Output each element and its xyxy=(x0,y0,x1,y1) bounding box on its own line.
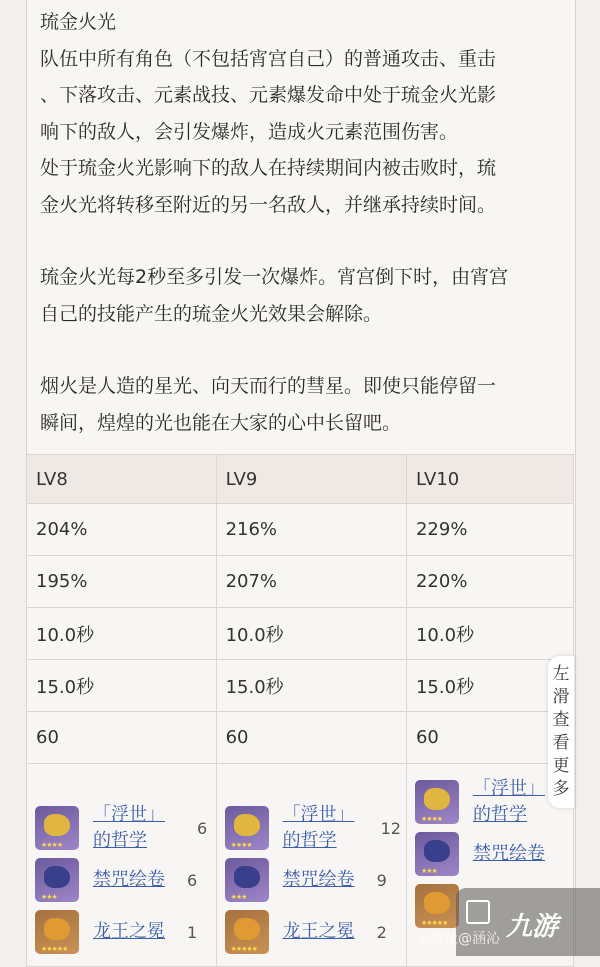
material-link[interactable]: 龙王之冕 xyxy=(93,921,165,942)
header-lv10: LV10 xyxy=(406,455,573,504)
table-cell: 15.0秒 xyxy=(216,660,406,712)
table-row xyxy=(27,556,574,608)
table-cell: 229% xyxy=(406,504,573,556)
table-cell: 10.0秒 xyxy=(406,608,573,660)
scroll-more-hint[interactable] xyxy=(548,656,574,808)
hint-char: 查 xyxy=(552,710,570,730)
materials-cell-lv9 xyxy=(216,764,406,967)
material-link[interactable]: 「浮世」的哲学 xyxy=(93,804,165,851)
materials-cell-lv8 xyxy=(27,764,217,967)
table-header-row xyxy=(27,455,574,504)
material-link[interactable]: 龙王之冕 xyxy=(282,921,355,942)
table-cell: 15.0秒 xyxy=(27,660,217,712)
hint-char: 滑 xyxy=(552,687,570,707)
material-item xyxy=(225,802,406,854)
desc-line: 处于琉金火光影响下的敌人在持续期间内被击败时，琉 xyxy=(40,157,497,179)
scroll-icon: ★★★ xyxy=(225,858,269,902)
dragon-crown-icon: ★★★★★ xyxy=(415,884,459,928)
material-link[interactable]: 禁咒绘卷 xyxy=(93,869,165,890)
desc-line: 金火光将转移至附近的另一名敌人，并继承持续时间。 xyxy=(40,193,497,216)
philosophy-book-icon: ★★★★ xyxy=(415,780,459,824)
header-lv8: LV8 xyxy=(27,455,217,504)
material-link[interactable]: 禁咒绘卷 xyxy=(282,869,355,890)
material-link[interactable]: 「浮世」的哲学 xyxy=(472,778,545,825)
site-logo: 九游 xyxy=(506,912,559,942)
hint-char: 左 xyxy=(552,664,570,684)
table-cell: 60 xyxy=(216,712,406,764)
table-row xyxy=(27,660,574,712)
flavor-line: 烟火是人造的星光、向天而行的彗星。即使只能停留一 xyxy=(40,375,497,397)
desc-line: 、下落攻击、元素战技、元素爆发命中处于琉金火光影 xyxy=(40,84,497,106)
table-cell: 220% xyxy=(406,556,573,608)
table-cell: 204% xyxy=(27,504,217,556)
watermark xyxy=(416,888,600,956)
philosophy-book-icon: ★★★★ xyxy=(35,806,79,850)
edit-icon[interactable] xyxy=(466,900,490,924)
hint-char: 更 xyxy=(552,756,570,776)
flavor-line: 瞬间，煌煌的光也能在大家的心中长留吧。 xyxy=(40,411,402,434)
header-lv9: LV9 xyxy=(216,455,406,504)
table-row xyxy=(27,712,574,764)
hint-char: 看 xyxy=(552,733,570,753)
table-cell: 60 xyxy=(27,712,217,764)
hint-char: 多 xyxy=(552,779,570,799)
table-cell: 10.0秒 xyxy=(27,608,217,660)
scroll-icon: ★★★ xyxy=(35,858,79,902)
skill-title: 琉金火光 xyxy=(40,11,117,33)
material-item xyxy=(35,802,216,854)
table-cell: 195% xyxy=(27,556,217,608)
table-row xyxy=(27,504,574,556)
table-cell: 15.0秒 xyxy=(406,660,573,712)
material-item xyxy=(225,854,406,906)
material-count: 9 xyxy=(376,870,387,890)
dragon-crown-icon: ★★★★★ xyxy=(35,910,79,954)
table-cell: 10.0秒 xyxy=(216,608,406,660)
desc-line: 响下的敌人，会引发爆炸，造成火元素范围伤害。 xyxy=(40,120,459,143)
table-cell: 60 xyxy=(406,712,573,764)
table-cell: 216% xyxy=(216,504,406,556)
desc-line: 琉金火光每2秒至多引发一次爆炸。宵宫倒下时，由宵宫 xyxy=(40,266,509,288)
material-item xyxy=(415,828,573,880)
material-item xyxy=(35,906,216,958)
material-count: 1 xyxy=(187,922,198,942)
desc-line: 自己的技能产生的琉金火光效果会解除。 xyxy=(40,302,383,325)
table-row xyxy=(27,608,574,660)
material-count: 2 xyxy=(376,922,387,942)
table-cell: 207% xyxy=(216,556,406,608)
material-item xyxy=(225,906,406,958)
material-count: 6 xyxy=(197,818,208,838)
dragon-crown-icon: ★★★★★ xyxy=(225,910,269,954)
material-count: 6 xyxy=(187,870,198,890)
desc-line: 队伍中所有角色（不包括宵宫自己）的普通攻击、重击 xyxy=(40,47,497,70)
material-item xyxy=(35,854,216,906)
philosophy-book-icon: ★★★★ xyxy=(225,806,269,850)
watermark-source: 米游社@涵沁 xyxy=(416,931,500,947)
material-link[interactable]: 禁咒绘卷 xyxy=(472,843,545,864)
material-count: 12 xyxy=(380,818,401,838)
scroll-icon: ★★★ xyxy=(415,832,459,876)
skill-description xyxy=(40,4,560,441)
material-link[interactable]: 「浮世」的哲学 xyxy=(282,804,355,851)
